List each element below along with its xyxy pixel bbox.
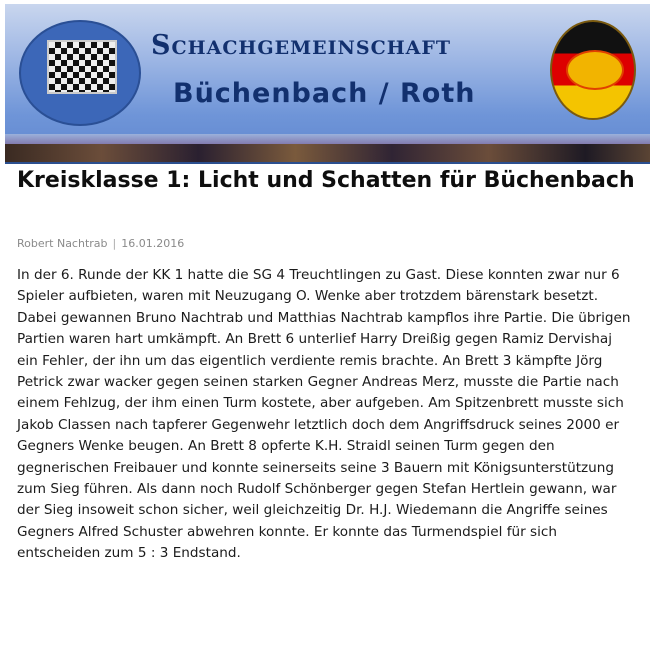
- chessboard-icon: [47, 40, 117, 94]
- banner-skyline: [5, 134, 650, 144]
- club-name-line2: Büchenbach / Roth: [173, 78, 476, 109]
- club-name-line1: Schachgemeinschaft: [151, 30, 452, 61]
- meta-separator: |: [112, 237, 117, 250]
- emblem-inner-icon: [566, 50, 624, 90]
- article-title: Kreisklasse 1: Licht und Schatten für Büchenbach: [17, 168, 635, 193]
- club-logo[interactable]: [19, 20, 141, 126]
- article-body: In der 6. Runde der KK 1 hatte die SG 4 Treuchtlingen zu Gast. Diese konnten zwar nur 6 Spieler aufbieten, waren mit Neuzugang O. Wenke aber trotzdem bärenstark besetzt. Dabei gewannen Bruno Nachtrab und Matthias Nachtrab kampflos ihre Partie. Die übrigen Partien waren hart umkämpft. An Brett 6 unterlief Harry Dreißig gegen Ramiz Dervishaj ein Fehler, der ihn um das eigentlich verdiente remis brachte. An Brett 3 kämpfte Jörg Petrick zwar wacker gegen seinen starken Gegner Andreas Merz, musste die Partie nach einem Fehlzug, der ihm einen Turm kostete, aber aufgeben. Am Spitzenbrett musste sich Jakob Classen nach tapferer Gegenwehr letztlich doch dem Angriffsdruck seines 2000 er Gegners Wenke beugen. An Brett 8 opferte K.H. Straidl seinen Turm gegen den gegnerischen Freibauer und konnte seinerseits seine 3 Bauern mit Königsunterstützung zum Sieg führen. Als dann noch Rudolf Schönberger gegen Stefan Hertlein gewann, war der Sieg insoweit schon sicher, weil gleichzeitig Dr. H.J. Wiedemann die Angriffe seines Gegners Alfred Schuster abwehren konnte. Er konnte das Turmendspiel für sich entscheiden zum 5 : 3 Endstand.: [17, 267, 631, 562]
- header-banner: [5, 4, 650, 164]
- emblem-icon: [550, 20, 636, 120]
- banner-strip: [5, 144, 650, 162]
- article-date: 16.01.2016: [121, 237, 185, 250]
- article-author[interactable]: Robert Nachtrab: [17, 237, 108, 250]
- article-meta: [17, 237, 184, 250]
